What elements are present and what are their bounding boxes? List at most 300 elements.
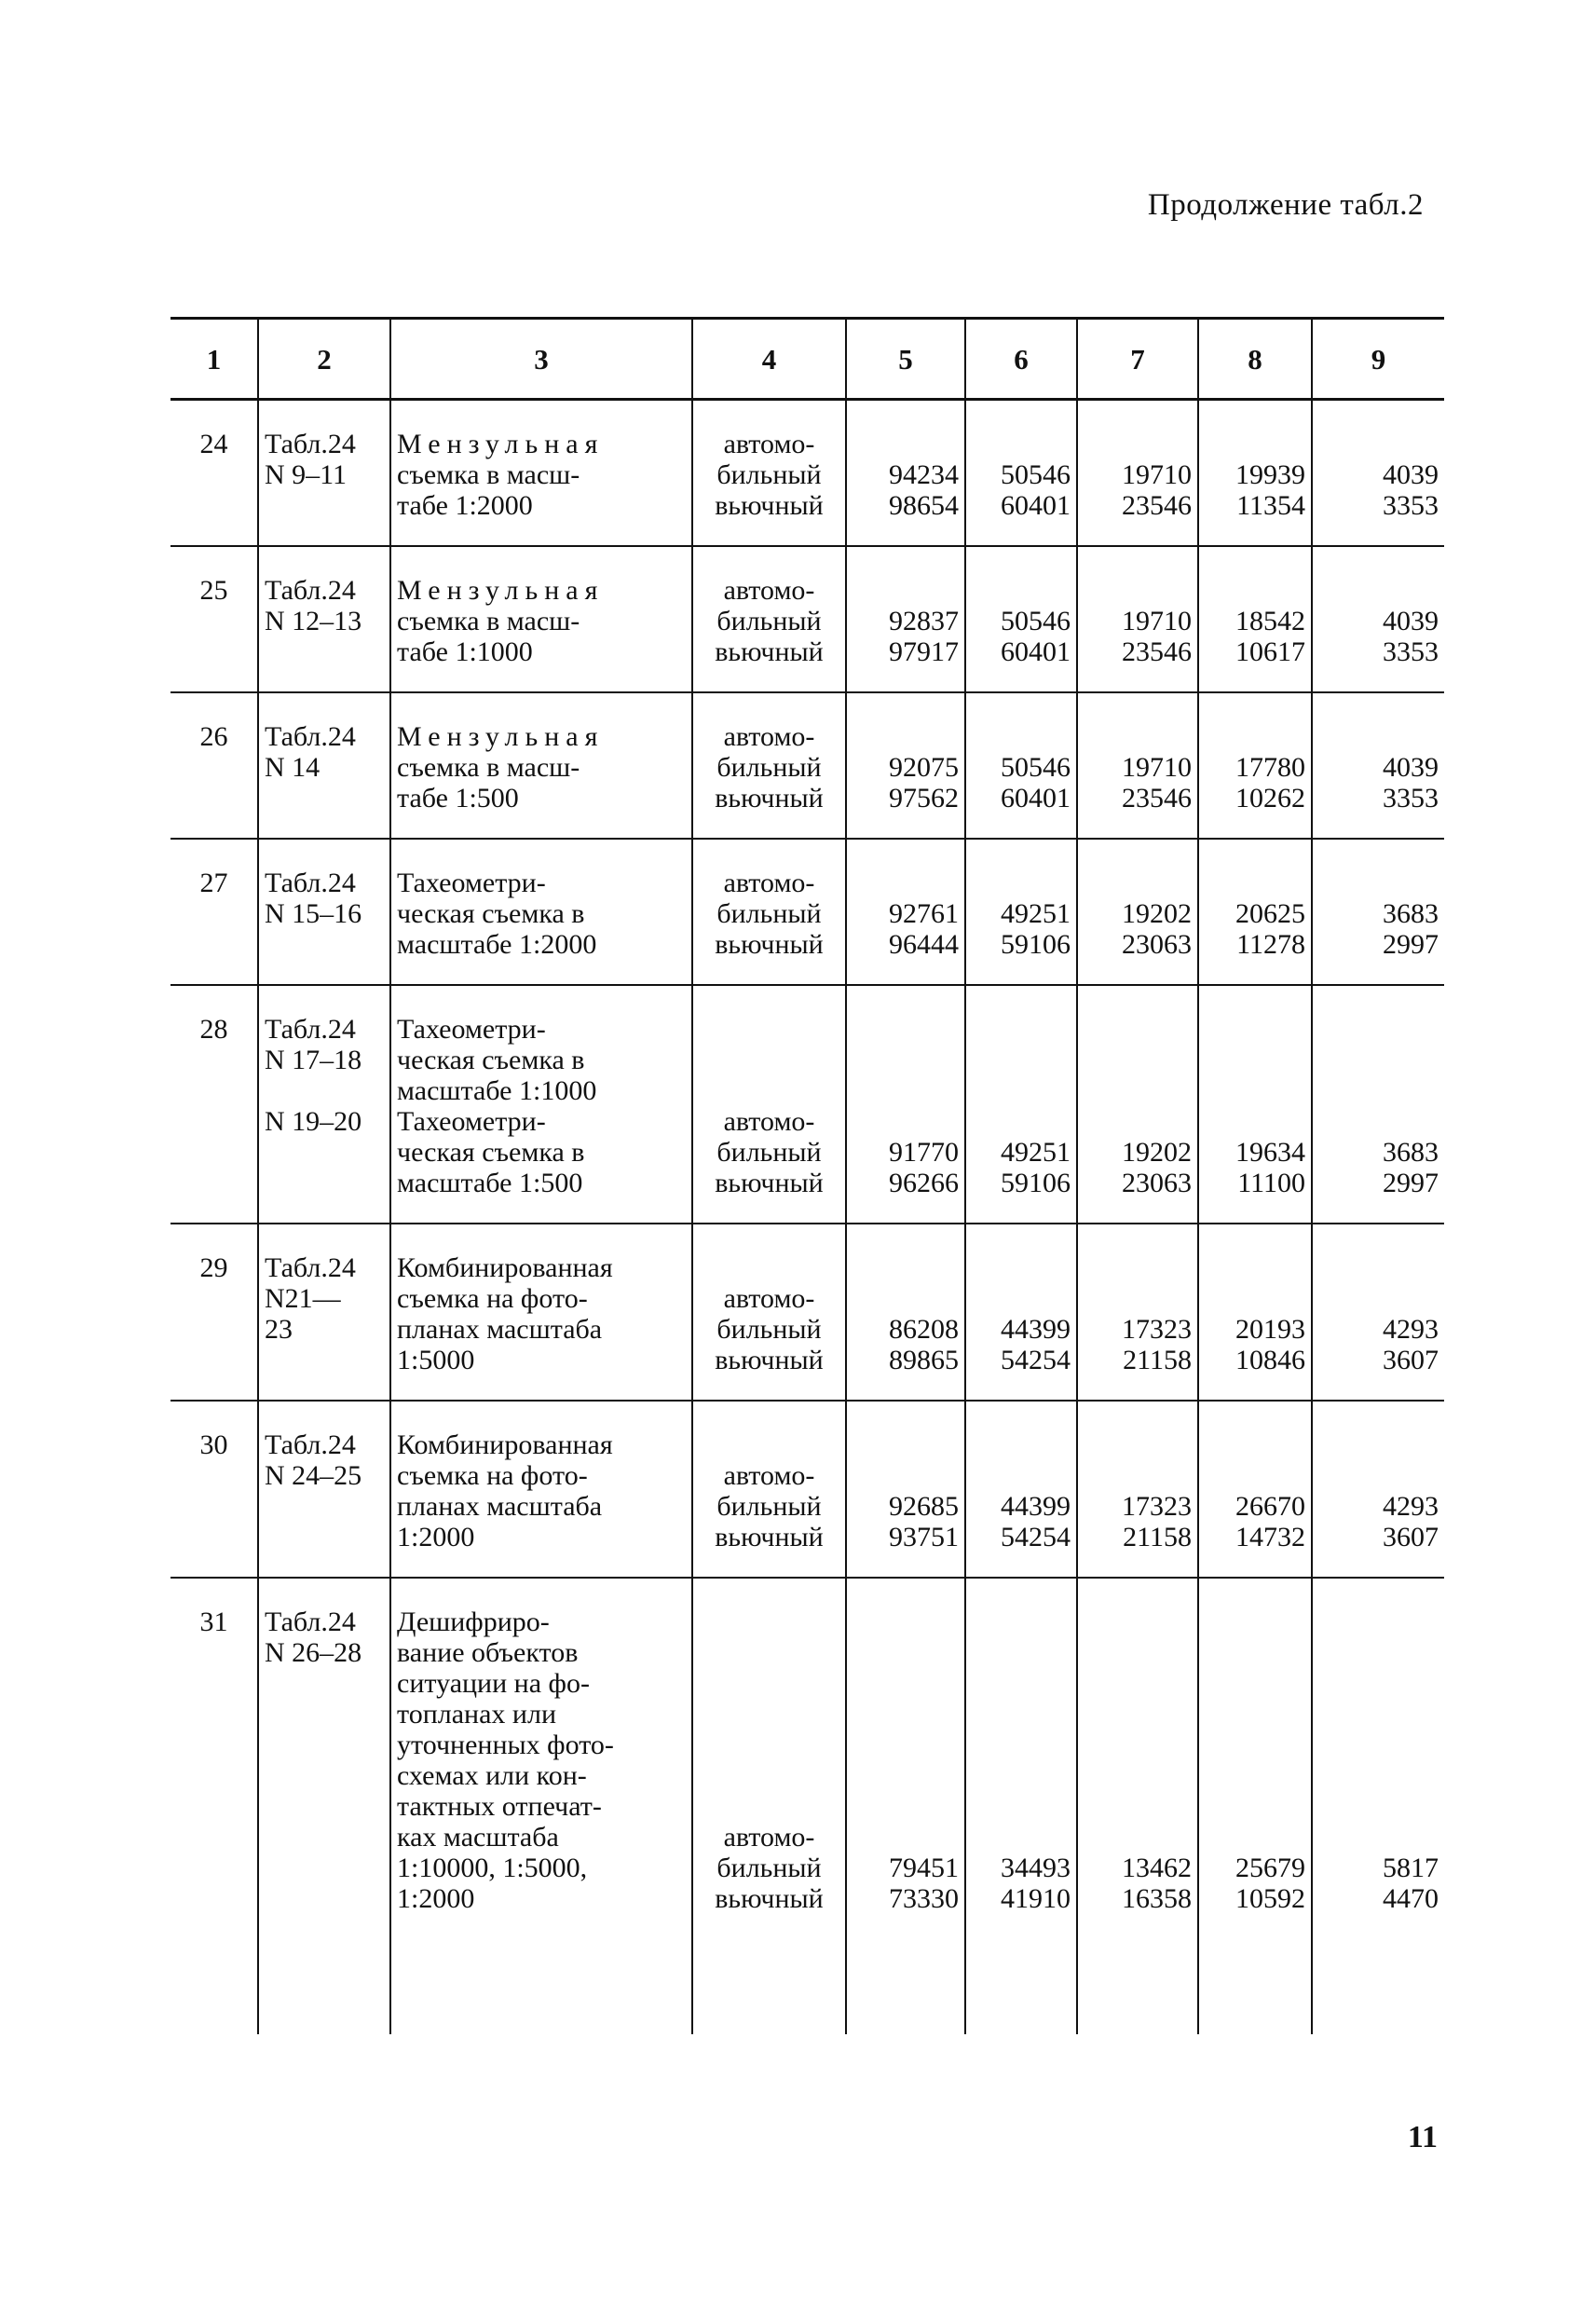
value-lines <box>1318 1491 1439 1552</box>
table-body <box>171 400 1444 2035</box>
value-line: 17780 <box>1235 752 1305 783</box>
value-line: 19710 <box>1122 752 1192 783</box>
value-lines <box>1318 898 1439 960</box>
work-name-line: 1:2000 <box>397 1522 475 1552</box>
value-line: 50546 <box>1001 752 1071 783</box>
value-cell <box>965 1224 1077 1401</box>
value-line: 50546 <box>1001 606 1071 636</box>
transport-line: бильный <box>716 1491 822 1522</box>
value-cell <box>846 1578 965 2034</box>
table-row <box>171 839 1444 985</box>
row-number-cell: 28 <box>171 985 258 1224</box>
row-number-cell: 30 <box>171 1401 258 1578</box>
value-line: 23546 <box>1122 636 1192 667</box>
value-line: 4470 <box>1383 1883 1439 1914</box>
value-line: 49251 <box>1001 1137 1071 1168</box>
value-line: 59106 <box>1001 929 1071 960</box>
value-cell <box>1312 400 1444 547</box>
transport-line: бильный <box>716 752 822 783</box>
value-cell <box>965 1578 1077 2034</box>
value-cell <box>1312 1224 1444 1401</box>
value-cell <box>1312 692 1444 839</box>
value-cell <box>1077 692 1198 839</box>
reference-line: Табл.24 <box>265 868 356 898</box>
value-line: 19202 <box>1122 1137 1192 1168</box>
header-cell: 3 <box>390 319 692 400</box>
transport-line: бильный <box>716 1853 822 1883</box>
work-name-cell <box>390 1224 692 1401</box>
value-line: 3607 <box>1383 1522 1439 1552</box>
value-line: 4039 <box>1383 606 1439 636</box>
value-cell <box>846 546 965 692</box>
value-line: 3353 <box>1383 783 1439 814</box>
work-name-cell <box>390 400 692 547</box>
work-name-line: масштабе 1:2000 <box>397 929 597 960</box>
value-lines <box>1318 459 1439 521</box>
table-row <box>171 546 1444 692</box>
work-name-line: съемка на фото- <box>397 1460 588 1491</box>
value-line: 97917 <box>889 636 959 667</box>
work-name-line: планах масштаба <box>397 1491 603 1522</box>
transport-line: автомо- <box>723 575 815 606</box>
value-line: 14732 <box>1235 1522 1305 1552</box>
work-name-line: табе 1:500 <box>397 783 519 814</box>
value-line: 10617 <box>1235 636 1305 667</box>
row-number-cell: 26 <box>171 692 258 839</box>
work-name-line: ческая съемка в <box>397 1045 585 1075</box>
work-name-line: 1:5000 <box>397 1345 475 1375</box>
work-name-line: ках масштаба <box>397 1822 559 1853</box>
value-line: 3353 <box>1383 490 1439 521</box>
reference-cell <box>258 1224 390 1401</box>
work-name-line: съемка в масш- <box>397 459 580 490</box>
transport-line: бильный <box>716 898 822 929</box>
transport-cell <box>692 839 846 985</box>
value-line: 96444 <box>889 929 959 960</box>
value-cell <box>1077 400 1198 547</box>
value-line: 60401 <box>1001 636 1071 667</box>
value-cell <box>846 400 965 547</box>
transport-lines <box>699 1106 839 1198</box>
value-lines <box>1084 1314 1192 1375</box>
value-line: 16358 <box>1122 1883 1192 1914</box>
value-line: 73330 <box>889 1883 959 1914</box>
value-cell <box>846 985 965 1224</box>
value-lines <box>1318 1314 1439 1375</box>
work-name-line: Тахеометри- <box>397 1014 546 1045</box>
value-cell <box>1198 1578 1312 2034</box>
value-cell <box>1312 1578 1444 2034</box>
value-lines <box>972 1491 1071 1552</box>
work-name-lines <box>397 1429 686 1552</box>
value-cell <box>1077 839 1198 985</box>
value-cell <box>1312 1401 1444 1578</box>
transport-line: автомо- <box>723 1460 815 1491</box>
reference-line: Табл.24 <box>265 1014 356 1045</box>
value-line: 10262 <box>1235 783 1305 814</box>
value-cell <box>1198 1224 1312 1401</box>
work-name-line: масштабе 1:1000 <box>397 1075 597 1106</box>
transport-line: вьючный <box>715 783 824 814</box>
transport-line: бильный <box>716 606 822 636</box>
value-lines <box>853 606 959 667</box>
value-line: 19634 <box>1235 1137 1305 1168</box>
reference-line: N 9–11 <box>265 459 348 490</box>
value-lines <box>1084 459 1192 521</box>
value-line: 96266 <box>889 1168 959 1198</box>
value-lines <box>853 1137 959 1198</box>
value-cell <box>846 839 965 985</box>
value-line: 59106 <box>1001 1168 1071 1198</box>
value-line: 98654 <box>889 490 959 521</box>
value-cell <box>1077 1401 1198 1578</box>
work-name-line: масштабе 1:500 <box>397 1168 583 1198</box>
value-lines <box>1205 898 1305 960</box>
value-line: 10846 <box>1235 1345 1305 1375</box>
value-line: 25679 <box>1235 1853 1305 1883</box>
reference-lines <box>265 868 384 929</box>
value-lines <box>1084 1491 1192 1552</box>
value-lines <box>1318 752 1439 814</box>
value-cell <box>846 692 965 839</box>
row-number-cell: 27 <box>171 839 258 985</box>
work-name-line: Дешифриро- <box>397 1607 550 1637</box>
value-line: 2997 <box>1383 1168 1439 1198</box>
value-cell <box>1198 692 1312 839</box>
work-name-line: Мензульная <box>397 721 605 752</box>
transport-line: бильный <box>716 1314 822 1345</box>
value-line: 19710 <box>1122 459 1192 490</box>
value-lines <box>1084 1137 1192 1198</box>
reference-cell <box>258 692 390 839</box>
value-line: 60401 <box>1001 490 1071 521</box>
value-cell <box>846 1401 965 1578</box>
value-lines <box>1205 606 1305 667</box>
reference-line: N21— <box>265 1283 341 1314</box>
header-cell: 7 <box>1077 319 1198 400</box>
reference-line: N 17–18 <box>265 1045 362 1075</box>
value-line: 23063 <box>1122 929 1192 960</box>
value-lines <box>853 1491 959 1552</box>
value-cell <box>1312 546 1444 692</box>
work-name-cell <box>390 546 692 692</box>
transport-line: вьючный <box>715 1522 824 1552</box>
value-line: 20193 <box>1235 1314 1305 1345</box>
reference-line: N 15–16 <box>265 898 362 929</box>
transport-line: вьючный <box>715 636 824 667</box>
table-row <box>171 400 1444 547</box>
work-name-line: топланах или <box>397 1699 557 1730</box>
value-line: 91770 <box>889 1137 959 1168</box>
value-lines <box>1205 1314 1305 1375</box>
value-line: 11354 <box>1236 490 1305 521</box>
value-line: 3683 <box>1383 1137 1439 1168</box>
value-lines <box>972 1853 1071 1914</box>
reference-line: N 24–25 <box>265 1460 362 1491</box>
value-line: 4039 <box>1383 459 1439 490</box>
value-line: 11100 <box>1237 1168 1305 1198</box>
reference-cell <box>258 546 390 692</box>
value-line: 49251 <box>1001 898 1071 929</box>
reference-lines <box>265 1252 384 1345</box>
value-line: 23546 <box>1122 490 1192 521</box>
value-lines <box>1205 1491 1305 1552</box>
header-cell: 8 <box>1198 319 1312 400</box>
work-name-cell <box>390 985 692 1224</box>
transport-lines <box>699 721 839 814</box>
value-cell <box>1077 985 1198 1224</box>
value-lines <box>972 606 1071 667</box>
value-line: 2997 <box>1383 929 1439 960</box>
reference-line: Табл.24 <box>265 429 356 459</box>
work-name-line: съемка в масш- <box>397 752 580 783</box>
transport-lines <box>699 429 839 521</box>
transport-cell <box>692 985 846 1224</box>
value-line: 23546 <box>1122 783 1192 814</box>
reference-lines <box>265 1014 384 1137</box>
value-line: 17323 <box>1122 1491 1192 1522</box>
value-cell <box>846 1224 965 1401</box>
value-line: 4293 <box>1383 1314 1439 1345</box>
value-line: 21158 <box>1123 1345 1192 1375</box>
reference-lines <box>265 575 384 636</box>
table-header-row <box>171 319 1444 400</box>
transport-line: вьючный <box>715 1883 824 1914</box>
value-cell <box>1077 546 1198 692</box>
reference-line: Табл.24 <box>265 575 356 606</box>
work-name-line: Комбинированная <box>397 1429 613 1460</box>
transport-cell <box>692 1224 846 1401</box>
value-cell <box>1198 1401 1312 1578</box>
value-line: 97562 <box>889 783 959 814</box>
value-cell <box>965 839 1077 985</box>
value-line: 41910 <box>1001 1883 1071 1914</box>
value-cell <box>965 400 1077 547</box>
reference-cell <box>258 839 390 985</box>
transport-line: автомо- <box>723 1283 815 1314</box>
table-row <box>171 985 1444 1224</box>
reference-line: Табл.24 <box>265 1252 356 1283</box>
value-line: 23063 <box>1122 1168 1192 1198</box>
value-lines <box>1205 752 1305 814</box>
value-lines <box>1084 752 1192 814</box>
header-cell: 2 <box>258 319 390 400</box>
work-name-line: Комбинированная <box>397 1252 613 1283</box>
value-lines <box>972 898 1071 960</box>
value-line: 86208 <box>889 1314 959 1345</box>
value-cell <box>1198 839 1312 985</box>
table-row <box>171 1578 1444 2034</box>
value-line: 4039 <box>1383 752 1439 783</box>
transport-line: автомо- <box>723 429 815 459</box>
value-lines <box>853 1314 959 1375</box>
continuation-title: Продолжение табл.2 <box>1147 188 1424 222</box>
value-line: 34493 <box>1001 1853 1071 1883</box>
reference-line: N 12–13 <box>265 606 362 636</box>
value-line: 20625 <box>1235 898 1305 929</box>
value-line: 54254 <box>1001 1522 1071 1552</box>
value-lines <box>853 459 959 521</box>
table-row <box>171 1224 1444 1401</box>
work-name-line: съемка на фото- <box>397 1283 588 1314</box>
value-cell <box>1312 985 1444 1224</box>
reference-lines <box>265 1429 384 1491</box>
value-line: 10592 <box>1235 1883 1305 1914</box>
value-line: 94234 <box>889 459 959 490</box>
value-line: 44399 <box>1001 1491 1071 1522</box>
value-lines <box>1318 1853 1439 1914</box>
value-line: 19939 <box>1235 459 1305 490</box>
work-name-cell <box>390 692 692 839</box>
transport-cell <box>692 1578 846 2034</box>
work-name-line: ситуации на фо- <box>397 1668 590 1699</box>
header-cell: 9 <box>1312 319 1444 400</box>
work-name-line: схемах или кон- <box>397 1760 587 1791</box>
work-name-line: Тахеометри- <box>397 868 546 898</box>
work-name-line: табе 1:2000 <box>397 490 533 521</box>
value-lines <box>972 459 1071 521</box>
page-number: 11 <box>1407 2120 1438 2154</box>
transport-line: автомо- <box>723 868 815 898</box>
value-lines <box>972 1137 1071 1198</box>
reference-line <box>265 1075 384 1106</box>
header-cell: 5 <box>846 319 965 400</box>
work-name-line: тактных отпечат- <box>397 1791 602 1822</box>
row-number-cell: 25 <box>171 546 258 692</box>
value-lines <box>853 752 959 814</box>
transport-cell <box>692 400 846 547</box>
reference-line: N 26–28 <box>265 1637 362 1668</box>
transport-lines <box>699 1283 839 1375</box>
value-line: 3683 <box>1383 898 1439 929</box>
work-name-cell <box>390 1578 692 2034</box>
reference-line: Табл.24 <box>265 1607 356 1637</box>
work-name-lines <box>397 868 686 960</box>
value-line: 13462 <box>1122 1853 1192 1883</box>
transport-line: вьючный <box>715 1168 824 1198</box>
work-name-lines <box>397 429 686 521</box>
value-line: 19710 <box>1122 606 1192 636</box>
value-line: 26670 <box>1235 1491 1305 1522</box>
work-name-line: вание объектов <box>397 1637 579 1668</box>
work-name-lines <box>397 721 686 814</box>
reference-cell <box>258 1401 390 1578</box>
value-cell <box>1077 1224 1198 1401</box>
value-lines <box>1084 1853 1192 1914</box>
value-lines <box>972 752 1071 814</box>
value-cell <box>1077 1578 1198 2034</box>
value-line: 3607 <box>1383 1345 1439 1375</box>
reference-line: Табл.24 <box>265 721 356 752</box>
value-lines <box>1084 898 1192 960</box>
value-cell <box>965 985 1077 1224</box>
header-cell: 6 <box>965 319 1077 400</box>
value-cell <box>965 692 1077 839</box>
header-cell: 1 <box>171 319 258 400</box>
transport-cell <box>692 1401 846 1578</box>
header-cell: 4 <box>692 319 846 400</box>
value-lines <box>1205 1137 1305 1198</box>
work-name-line: Мензульная <box>397 429 605 459</box>
value-lines <box>853 898 959 960</box>
value-line: 50546 <box>1001 459 1071 490</box>
value-line: 21158 <box>1123 1522 1192 1552</box>
table-row <box>171 1401 1444 1578</box>
work-name-cell <box>390 839 692 985</box>
transport-line: вьючный <box>715 1345 824 1375</box>
value-line: 11278 <box>1236 929 1305 960</box>
value-line: 92685 <box>889 1491 959 1522</box>
value-line: 92075 <box>889 752 959 783</box>
data-table <box>171 317 1444 2034</box>
value-line: 92837 <box>889 606 959 636</box>
work-name-line: 1:10000, 1:5000, <box>397 1853 588 1883</box>
value-line: 92761 <box>889 898 959 929</box>
value-cell <box>1198 400 1312 547</box>
work-name-line: уточненных фото- <box>397 1730 614 1760</box>
work-name-line: Мензульная <box>397 575 605 606</box>
row-number-cell: 31 <box>171 1578 258 2034</box>
value-line: 4293 <box>1383 1491 1439 1522</box>
reference-lines <box>265 429 384 490</box>
value-line: 44399 <box>1001 1314 1071 1345</box>
work-name-line: Тахеометри- <box>397 1106 546 1137</box>
work-name-line: 1:2000 <box>397 1883 475 1914</box>
reference-lines <box>265 1607 384 1668</box>
work-name-line: табе 1:1000 <box>397 636 533 667</box>
table-row <box>171 692 1444 839</box>
transport-line: вьючный <box>715 929 824 960</box>
value-cell <box>965 546 1077 692</box>
transport-lines <box>699 575 839 667</box>
reference-line: Табл.24 <box>265 1429 356 1460</box>
work-name-lines <box>397 1252 686 1375</box>
transport-cell <box>692 692 846 839</box>
transport-line: автомо- <box>723 1822 815 1853</box>
transport-cell <box>692 546 846 692</box>
row-number-cell: 24 <box>199 429 228 459</box>
value-lines <box>972 1314 1071 1375</box>
work-name-line: ческая съемка в <box>397 898 585 929</box>
work-name-line: планах масштаба <box>397 1314 603 1345</box>
value-line: 60401 <box>1001 783 1071 814</box>
value-line: 5817 <box>1383 1853 1439 1883</box>
value-lines <box>1205 459 1305 521</box>
value-line: 93751 <box>889 1522 959 1552</box>
transport-lines <box>699 1460 839 1552</box>
value-line: 89865 <box>889 1345 959 1375</box>
work-name-lines <box>397 1014 686 1198</box>
reference-cell <box>258 400 390 547</box>
value-line: 79451 <box>889 1853 959 1883</box>
value-lines <box>1318 1137 1439 1198</box>
reference-cell <box>258 985 390 1224</box>
transport-lines <box>699 1822 839 1914</box>
transport-line: бильный <box>716 459 822 490</box>
value-lines <box>1205 1853 1305 1914</box>
value-line: 18542 <box>1235 606 1305 636</box>
work-name-lines <box>397 1607 686 1914</box>
transport-line: вьючный <box>715 490 824 521</box>
work-name-line: съемка в масш- <box>397 606 580 636</box>
value-line: 17323 <box>1122 1314 1192 1345</box>
work-name-line: ческая съемка в <box>397 1137 585 1168</box>
value-line: 54254 <box>1001 1345 1071 1375</box>
value-cell <box>1198 985 1312 1224</box>
reference-line: N 19–20 <box>265 1106 362 1137</box>
value-lines <box>853 1853 959 1914</box>
row-number-cell: 29 <box>171 1224 258 1401</box>
